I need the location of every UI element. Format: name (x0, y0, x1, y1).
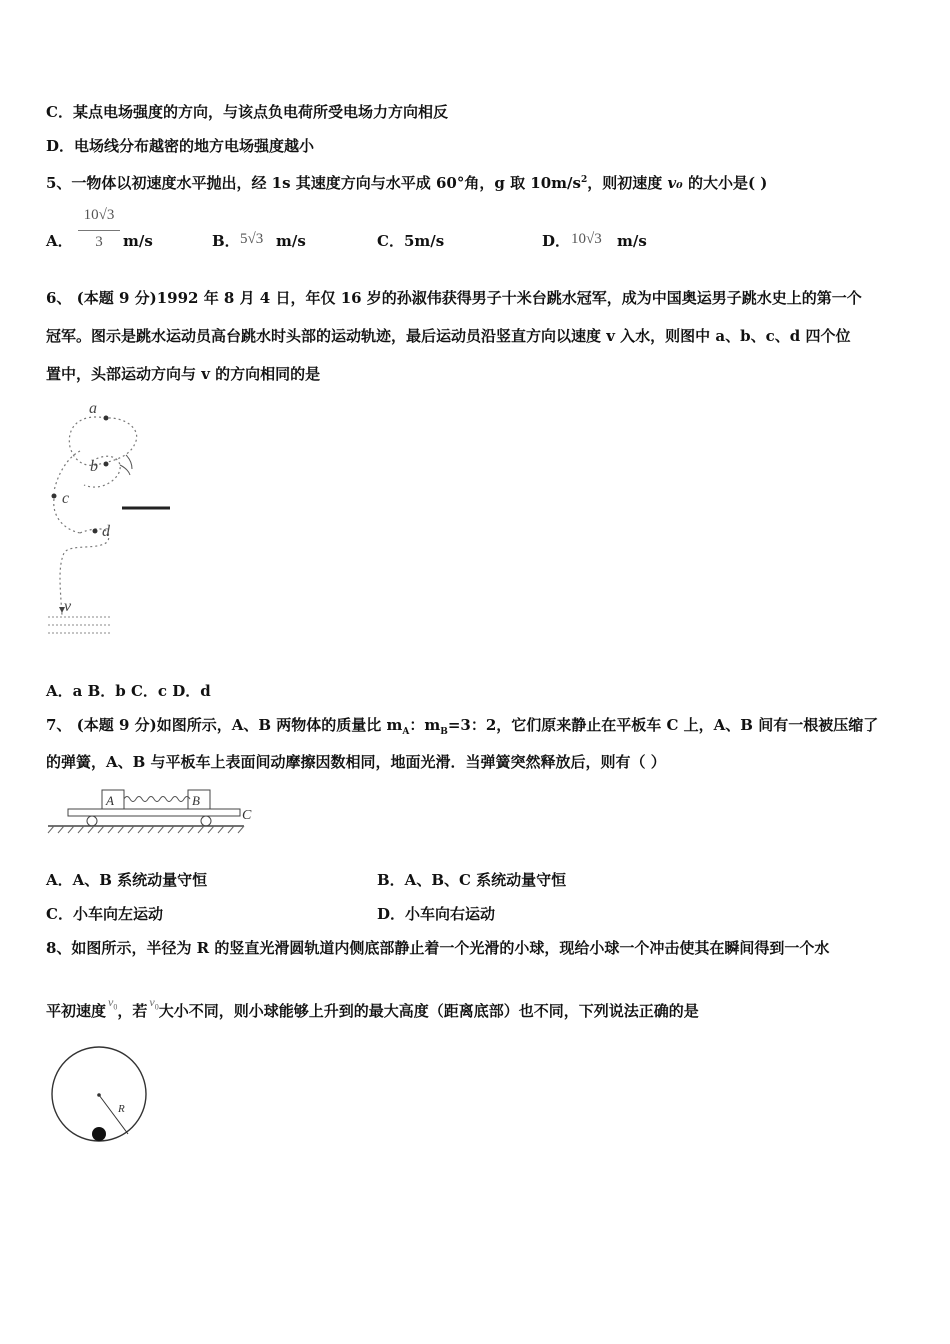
point-d-marker (93, 529, 98, 534)
label-a: a (89, 400, 97, 417)
q7-option-c: C．小车向左运动 (46, 905, 163, 923)
point-b-marker (104, 462, 109, 467)
spring (124, 797, 190, 802)
q6-stem-line3: 置中，头部运动方向与 v 的方向相同的是 (46, 365, 321, 383)
label-C: C (242, 808, 252, 823)
q6-stem-line1: 6、 (本题 9 分)1992 年 8 月 4 日，年仅 16 岁的孙淑伟获得男子十米台跳水冠军，成为中国奥运男子跳水史上的第一个 (46, 289, 862, 307)
wheel-left (87, 816, 97, 826)
q5-option-d-unit: m/s (617, 232, 647, 250)
q4-option-d: D．电场线分布越密的地方电场强度越小 (46, 137, 315, 155)
q5-option-b-unit: m/s (276, 232, 306, 250)
q6-options: A．a B．b C．c D．d (46, 682, 211, 700)
q5-option-a-unit: m/s (123, 232, 153, 250)
circular-track-figure (48, 1046, 152, 1146)
q7-stem-line2: 的弹簧，A、B 与平板车上表面间动摩擦因数相同，地面光滑．当弹簧突然释放后，则有（ ） (46, 753, 666, 771)
label-b: b (90, 458, 98, 475)
label-d: d (102, 523, 110, 540)
q7-option-d: D．小车向右运动 (377, 905, 496, 923)
cart-c (68, 809, 240, 816)
label-B: B (192, 793, 200, 808)
q5-option-a-numerator: 10√3 (83, 207, 115, 223)
q5-option-b-value: 5√3 (240, 231, 264, 247)
q5-stem: 5、一物体以初速度水平抛出，经 1s 其速度方向与水平成 60°角，g 取 $10m/s^2$，则初速度 v₀ 的大小是( ) (46, 174, 768, 192)
spring-cart-figure (44, 785, 264, 835)
fraction-bar (78, 230, 120, 231)
q8-stem-line2: 平初速度 $^{v_0}$，若 $^{v_0}$大小不同，则小球能够上升到的最大高度（距离底部）也不同，下列说法正确的是 (46, 995, 699, 1020)
q5-option-d-label: D． (542, 232, 571, 250)
q7-option-b: B．A、B、C 系统动量守恒 (377, 871, 567, 889)
wheel-right (201, 816, 211, 826)
q5-option-a-denominator: 3 (95, 234, 103, 250)
q7-stem-line1: 7、 (本题 9 分)如图所示，A、B 两物体的质量比 $m_A$：$m_B=3$：2，它们原来静止在平板车 C 上，A、B 间有一根被压缩了 (46, 716, 879, 737)
ball (92, 1127, 106, 1141)
q6-stem-line2: 冠军。图示是跳水运动员高台跳水时头部的运动轨迹，最后运动员沿竖直方向以速度 v 入水，则图中 a、b、c、d 四个位 (46, 327, 851, 345)
q8-stem-line1: 8、如图所示，半径为 R 的竖直光滑圆轨道内侧底部静止着一个光滑的小球，现给小球一个冲击使其在瞬间得到一个水 (46, 939, 830, 957)
diving-trajectory-figure (40, 395, 190, 640)
label-c: c (62, 490, 70, 507)
q5-option-d-value: 10√3 (571, 231, 602, 247)
point-a-marker (104, 416, 109, 421)
q4-option-c: C．某点电场强度的方向，与该点负电荷所受电场力方向相反 (46, 103, 448, 121)
label-A: A (106, 793, 114, 808)
q5-option-a-label: A． (46, 232, 73, 250)
q5-option-c: C．5m/s (377, 232, 445, 250)
label-v: v (64, 598, 72, 615)
q5-option-b-label: B． (212, 232, 240, 250)
point-c-marker (52, 494, 57, 499)
q7-option-a: A．A、B 系统动量守恒 (46, 871, 208, 889)
label-R: R (118, 1103, 125, 1115)
